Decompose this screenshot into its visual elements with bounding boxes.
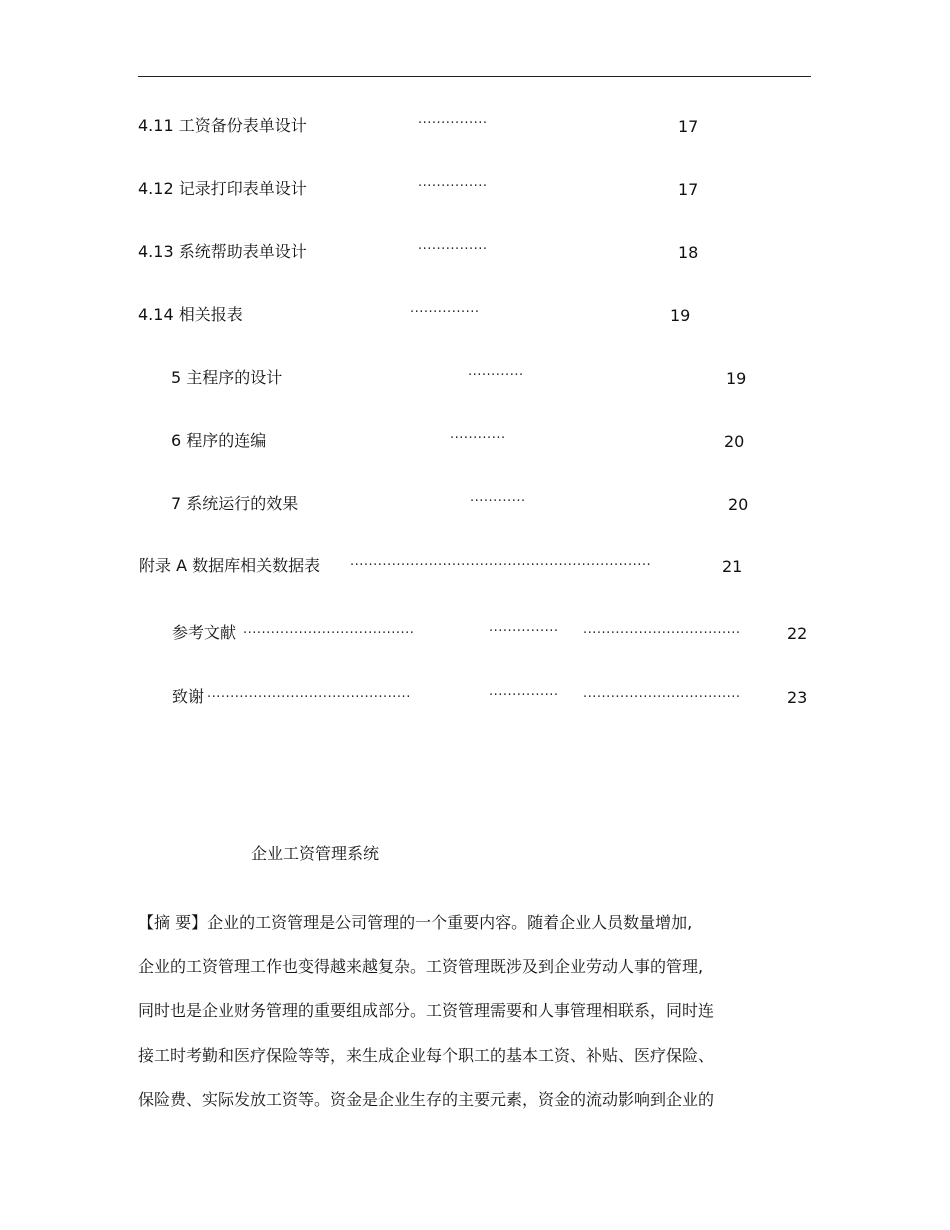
toc-leader-dots: ············ <box>470 494 526 509</box>
toc-page-number: 21 <box>722 557 743 576</box>
toc-leader-dots: ·································· <box>583 690 741 705</box>
toc-entry-label: 4.14 相关报表 <box>138 305 243 324</box>
toc-entry-label: 4.13 系统帮助表单设计 <box>138 242 307 261</box>
abstract-line: 企业的工资管理工作也变得越来越复杂。工资管理既涉及到企业劳动人事的管理, <box>138 957 704 977</box>
toc-page-number: 19 <box>726 369 747 388</box>
abstract-line: 接工时考勤和医疗保险等等，来生成企业每个职工的基本工资、补贴、医疗保险、 <box>138 1045 715 1065</box>
toc-leader-dots: ··············· <box>418 116 488 131</box>
toc-leader-dots: ··············· <box>418 179 488 194</box>
header-rule <box>138 76 811 77</box>
document-title: 企业工资管理系统 <box>251 844 380 863</box>
toc-leader-dots: ··············· <box>418 242 488 257</box>
toc-leader-dots: ··············· <box>489 688 559 703</box>
toc-leader-dots: ············································ <box>207 690 411 705</box>
toc-entry-label: 4.12 记录打印表单设计 <box>138 179 307 198</box>
toc-page-number: 20 <box>724 432 745 451</box>
abstract-line: 保险费、实际发放工资等。资金是企业生存的主要元素，资金的流动影响到企业的 <box>138 1089 715 1109</box>
toc-page-number: 22 <box>787 624 808 643</box>
abstract-paragraph <box>138 912 778 1133</box>
toc-leader-dots: ·································· <box>583 626 741 641</box>
toc-entry-label: 6 程序的连编 <box>171 431 267 450</box>
abstract-line: 同时也是企业财务管理的重要组成部分。工资管理需要和人事管理相联系，同时连 <box>138 1001 715 1021</box>
toc-entry-label: 致谢 <box>172 687 205 706</box>
toc-leader-dots: ································································· <box>350 558 652 573</box>
toc-entry-label: 附录 A 数据库相关数据表 <box>139 556 321 575</box>
toc-page-number: 23 <box>787 688 808 707</box>
toc-page-number: 19 <box>670 306 691 325</box>
toc-page-number: 20 <box>728 495 749 514</box>
toc-leader-dots: ··············· <box>410 305 480 320</box>
toc-leader-dots: ············ <box>468 368 524 383</box>
toc-entry-label: 5 主程序的设计 <box>171 368 283 387</box>
toc-entry-label: 参考文献 <box>172 623 237 642</box>
toc-leader-dots: ····································· <box>243 626 415 641</box>
toc-entry-label: 7 系统运行的效果 <box>171 494 299 513</box>
abstract-line: 【摘 要】企业的工资管理是公司管理的一个重要内容。随着企业人员数量增加, <box>138 913 693 932</box>
toc-entry-label: 4.11 工资备份表单设计 <box>138 116 307 135</box>
toc-leader-dots: ··············· <box>489 624 559 639</box>
toc-page-number: 17 <box>678 117 699 136</box>
toc-page-number: 18 <box>678 243 699 262</box>
toc-leader-dots: ············ <box>450 431 506 446</box>
toc-page-number: 17 <box>678 180 699 199</box>
